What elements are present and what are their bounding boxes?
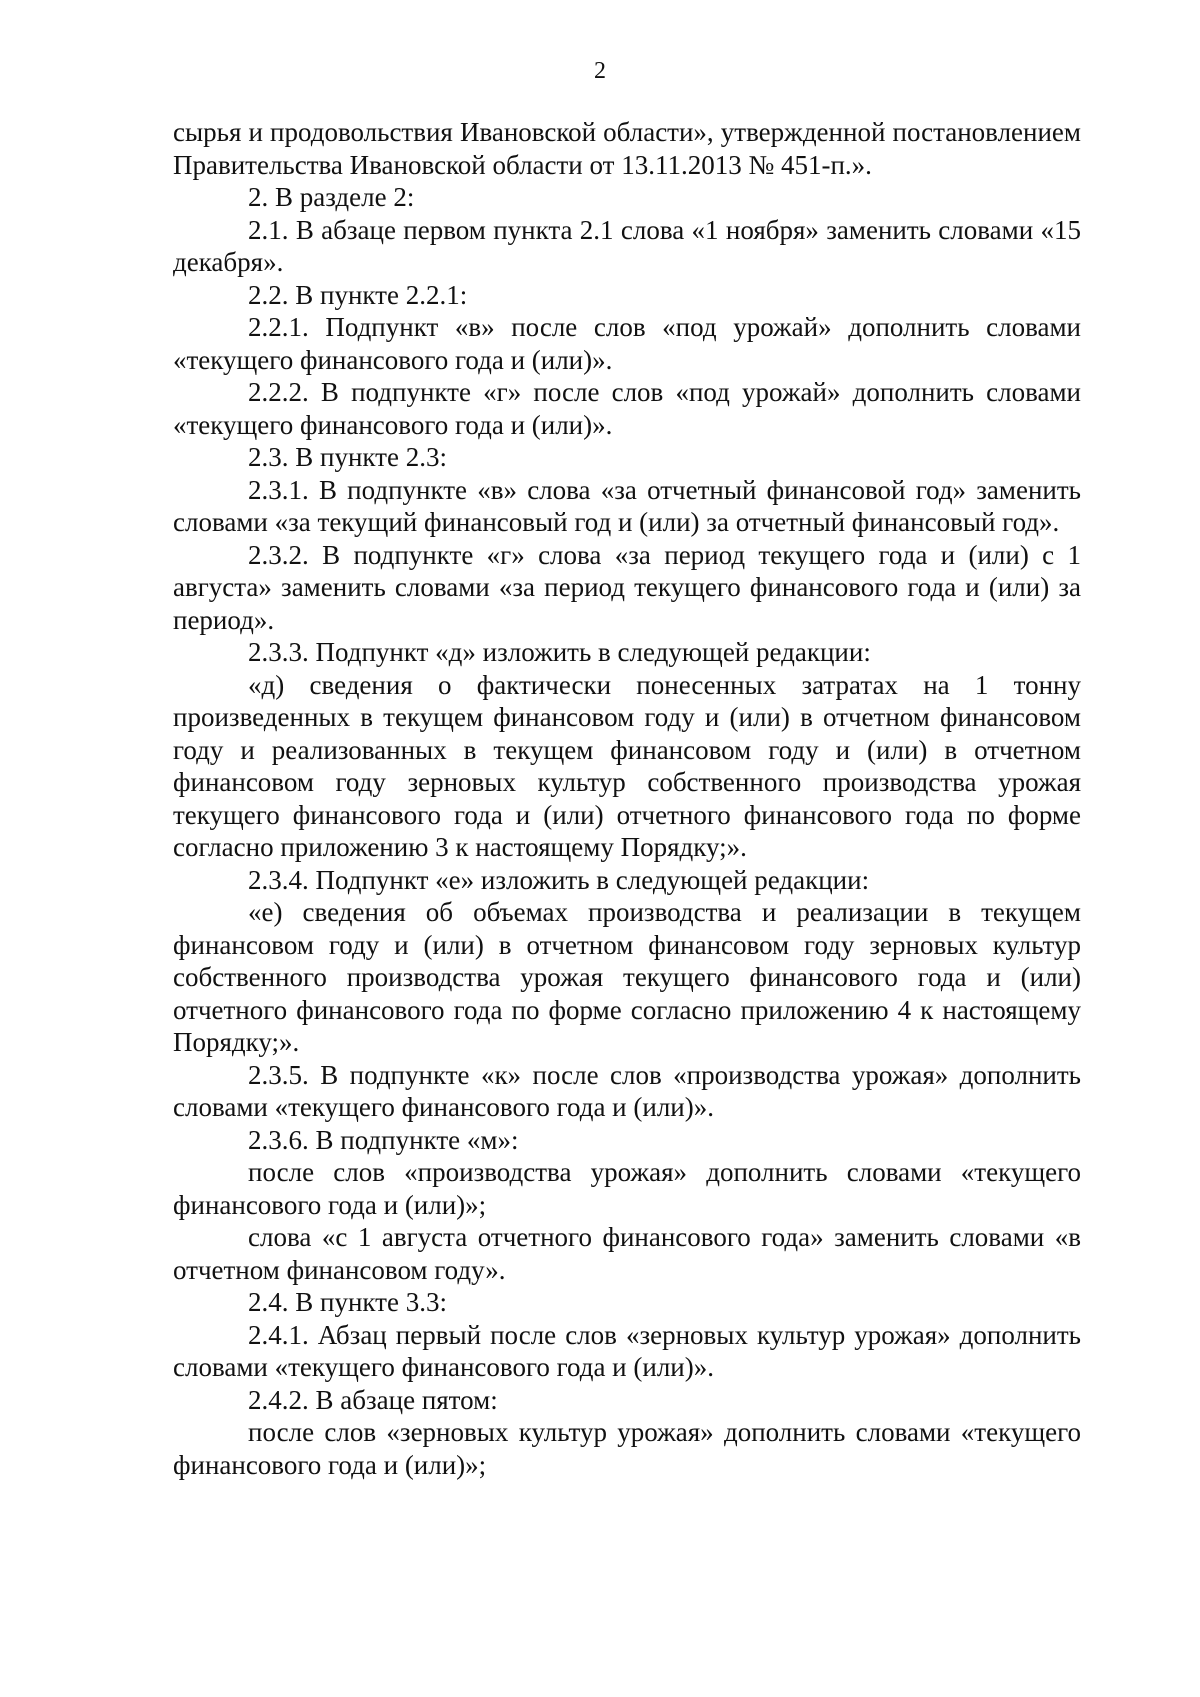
paragraph: 2. В разделе 2:	[248, 182, 415, 212]
paragraph: 2.1. В абзаце первом пункта 2.1 слова «1 ноября» заменить словами «15 декабря».	[173, 214, 1081, 277]
page-number: 2	[594, 58, 606, 84]
paragraph: «д) сведения о фактически понесенных затратах на 1 тонну произведенных в текущем финансовом году и (или) в отчетном финансовом году и реализованных в текущем финансовом году и (или) в отчетном финансовом году зерновых культур собственного производства урожая текущего финансового года и (или) отчетного финансового года по форме согласно приложению 3 к настоящему Порядку;».	[173, 669, 1081, 862]
paragraph: 2.3.4. Подпункт «е» изложить в следующей редакции:	[248, 864, 870, 895]
paragraph: слова «с 1 августа отчетного финансового года» заменить словами «в отчетном финансовом году».	[173, 1222, 1081, 1285]
paragraph: 2.2.2. В подпункте «г» после слов «под урожай» дополнить словами «текущего финансового года и (или)».	[173, 377, 1081, 440]
paragraph: 2.4. В пункте 3.3:	[248, 1287, 447, 1317]
paragraph: после слов «зерновых культур урожая» дополнить словами «текущего финансового года и (или)»;	[173, 1417, 1081, 1480]
paragraph: 2.3.6. В подпункте «м»:	[248, 1124, 519, 1155]
paragraph: после слов «производства урожая» дополнить словами «текущего финансового года и (или)»;	[173, 1157, 1081, 1220]
paragraph: 2.3.1. В подпункте «в» слова «за отчетный финансовой год» заменить словами «за текущий финансовый год и (или) за отчетный финансовый год».	[173, 474, 1081, 537]
paragraph: «е) сведения об объемах производства и реализации в текущем финансовом году и (или) в отчетном финансовом году зерновых культур собственного производства урожая текущего финансового года и (или) отчетного финансового года по форме согласно приложению 4 к настоящему Порядку;».	[173, 897, 1081, 1057]
paragraph: 2.3.2. В подпункте «г» слова «за период текущего года и (или) с 1 августа» заменить словами «за период текущего финансового года и (или) за период».	[173, 539, 1081, 635]
paragraph: 2.2.1. Подпункт «в» после слов «под урожай» дополнить словами «текущего финансового года и (или)».	[173, 312, 1081, 375]
paragraph: сырья и продовольствия Ивановской области», утвержденной постановлением Правительства Ивановской области от 13.11.2013 № 451-п.».	[173, 117, 1081, 180]
paragraph: 2.3.3. Подпункт «д» изложить в следующей редакции:	[248, 637, 871, 667]
paragraph: 2.3. В пункте 2.3:	[248, 442, 447, 472]
paragraph: 2.2. В пункте 2.2.1:	[248, 279, 468, 310]
paragraph: 2.4.1. Абзац первый после слов «зерновых культур урожая» дополнить словами «текущего финансового года и (или)».	[173, 1319, 1081, 1382]
paragraph: 2.3.5. В подпункте «к» после слов «производства урожая» дополнить словами «текущего финансового года и (или)».	[173, 1059, 1081, 1122]
paragraph: 2.4.2. В абзаце пятом:	[248, 1384, 498, 1415]
document-body	[173, 116, 1081, 1481]
